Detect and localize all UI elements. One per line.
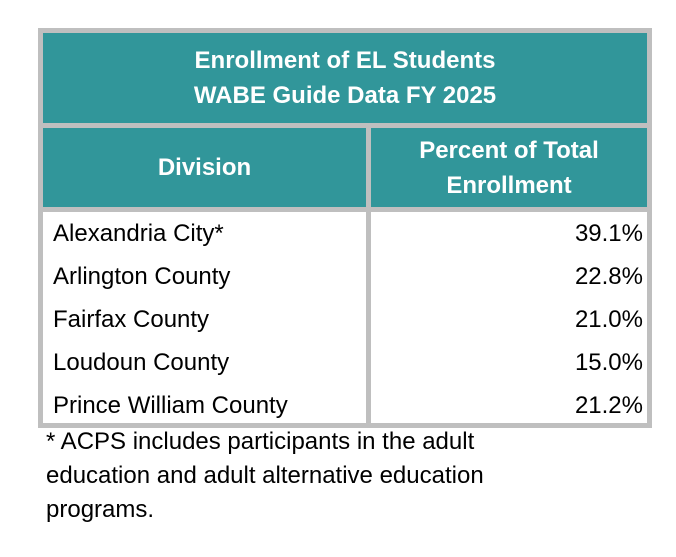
column-header-percent <box>371 128 647 207</box>
column-header-percent-line-1: Percent of Total <box>419 136 599 164</box>
column-header-division-label: Division <box>157 153 252 181</box>
division-cell: Loudoun County <box>53 349 230 376</box>
division-cell: Fairfax County <box>53 306 210 333</box>
percent-cell: 15.0% <box>574 349 643 376</box>
division-cell: Arlington County <box>53 263 231 290</box>
percent-cell: 22.8% <box>574 263 643 290</box>
percent-cell: 21.0% <box>574 306 643 333</box>
footnote-line-3: programs. <box>46 496 155 523</box>
footnote-line-2: education and adult alternative education <box>46 462 484 489</box>
table-title <box>43 33 647 123</box>
table-title-line-2: WABE Guide Data FY 2025 <box>193 82 497 109</box>
percent-column <box>371 212 647 423</box>
enrollment-table <box>38 28 652 428</box>
division-cell: Alexandria City* <box>53 220 224 247</box>
table-title-line-1: Enrollment of EL Students <box>194 47 496 74</box>
percent-cell: 39.1% <box>574 220 643 247</box>
percent-cell: 21.2% <box>574 392 643 419</box>
division-column <box>43 212 366 423</box>
column-header-division <box>43 128 366 207</box>
footnote-line-1: * ACPS includes participants in the adult <box>46 428 475 455</box>
table-footnote <box>46 425 606 527</box>
column-header-percent-line-2: Enrollment <box>446 171 572 199</box>
division-cell: Prince William County <box>53 392 288 419</box>
